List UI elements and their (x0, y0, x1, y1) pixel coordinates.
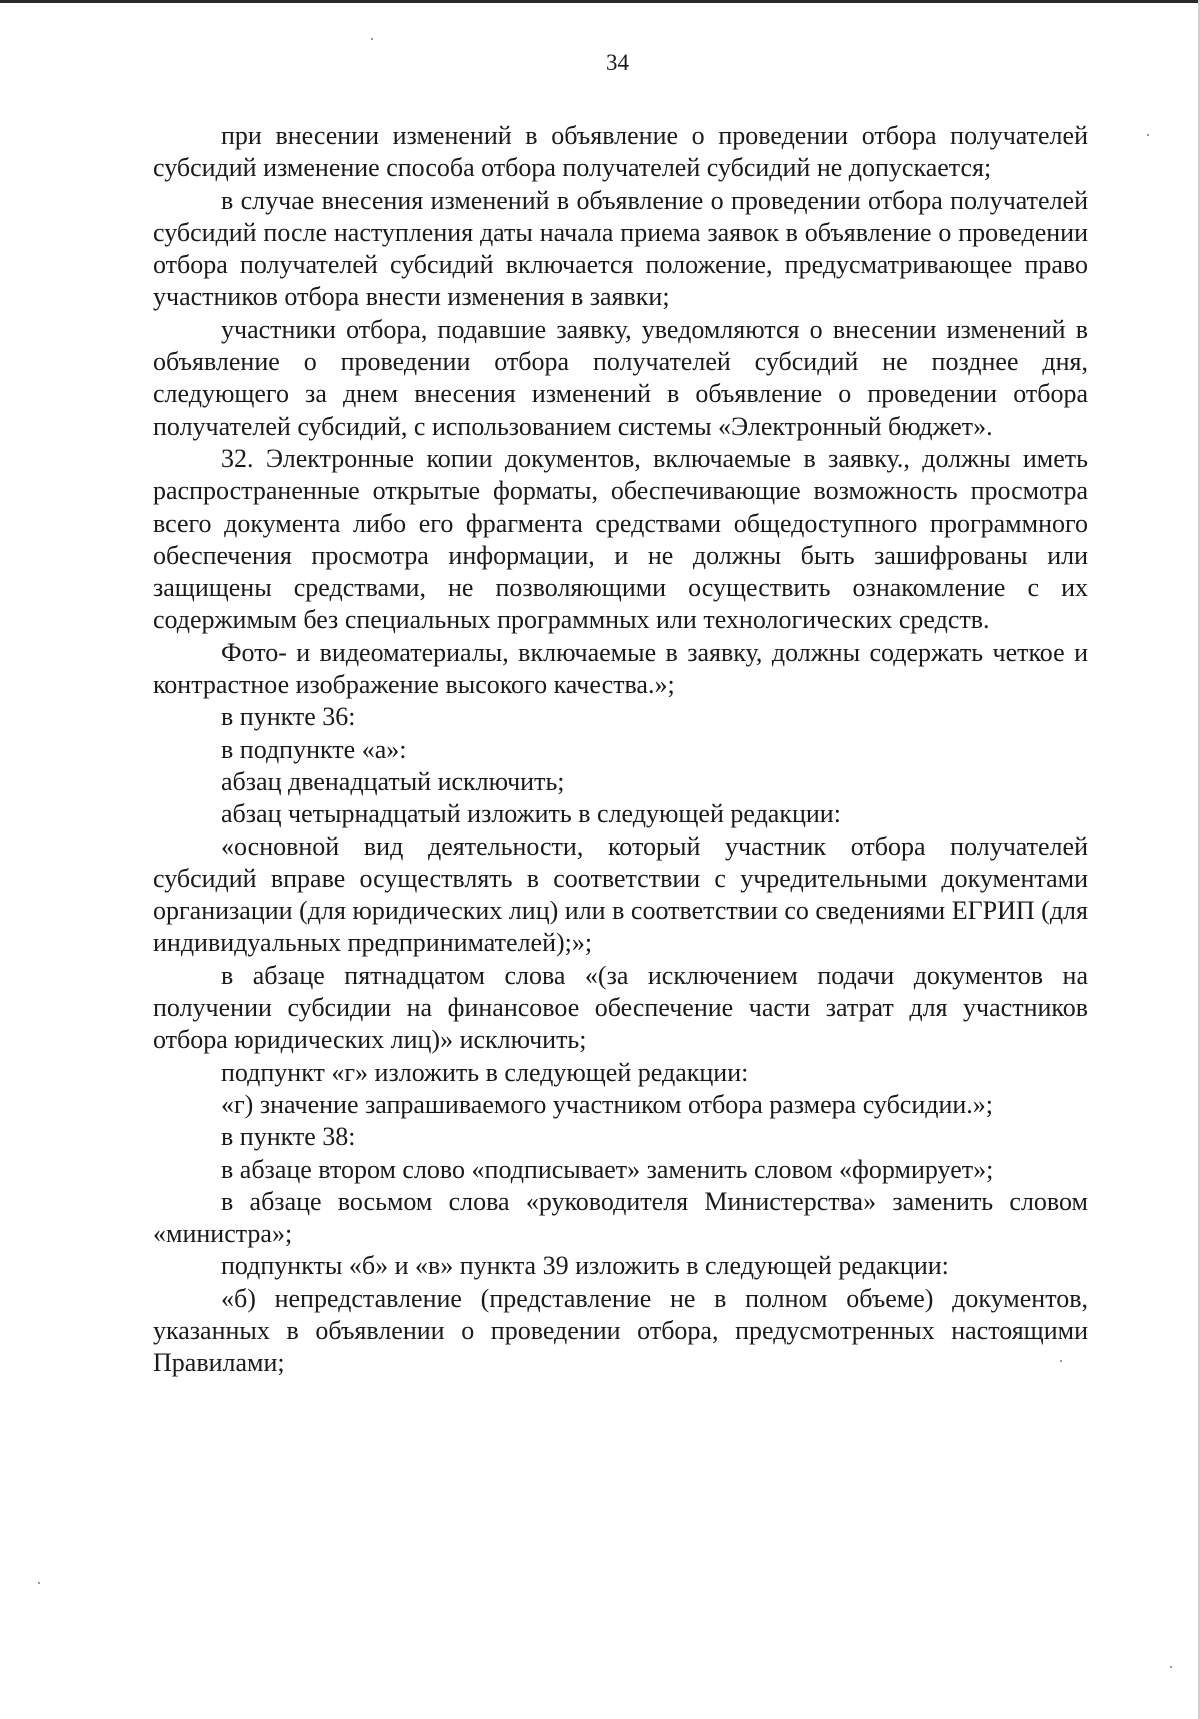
paragraph: в абзаце восьмом слова «руководителя Министерства» заменить словом «министра»; (153, 1186, 1088, 1249)
scan-speck (371, 38, 373, 40)
paragraph: «б) непредставление (представление не в полном объеме) документов, указанных в объявлении о проведении отбора, предусмотренных настоящими Правилами; (153, 1283, 1088, 1378)
paragraph: в абзаце втором слово «подписывает» заменить словом «формирует»; (221, 1154, 994, 1184)
paragraph: «основной вид деятельности, который участник отбора получателей субсидий вправе осуществлять в соответствии с учредительными документами организации (для юридических лиц) или в соответствии со сведениями ЕГРИП (для индивидуальных предпринимателей);»; (153, 831, 1088, 958)
paragraph: 32. Электронные копии документов, включаемые в заявку., должны иметь распространенные открытые форматы, обеспечивающие возможность просмотра всего документа либо его фрагмента средствами общедоступного программного обеспечения просмотра информации, и не должны быть зашифрованы или защищены средствами, не позволяющими осуществить ознакомление с их содержимым без специальных программных или технологических средств. (153, 443, 1088, 635)
paragraph: в пункте 36: (221, 702, 356, 732)
paragraph: в пункте 38: (221, 1122, 356, 1152)
paragraph: при внесении изменений в объявление о проведении отбора получателей субсидий изменение способа отбора получателей субсидий не допускается; (153, 121, 1088, 183)
paragraph: в случае внесения изменений в объявление о проведении отбора получателей субсидий после наступления даты начала приема заявок в объявление о проведении отбора получателей субсидий включается положение, предусматривающее право участников отбора внести изменения в заявки; (153, 185, 1088, 312)
document-body (153, 120, 1088, 1380)
paragraph: подпункты «б» и «в» пункта 39 изложить в следующей редакции: (221, 1251, 949, 1281)
paragraph: абзац четырнадцатый изложить в следующей редакции: (221, 799, 841, 829)
paragraph: Фото- и видеоматериалы, включаемые в заявку, должны содержать четкое и контрастное изображение высокого качества.»; (153, 637, 1088, 700)
scan-speck (1147, 134, 1149, 136)
paragraph: участники отбора, подавшие заявку, уведомляются о внесении изменений в объявление о проведении отбора получателей субсидий не позднее дня, следующего за днем внесения изменений в объявление о проведении отбора получателей субсидий, с использованием системы «Электронный бюджет». (153, 314, 1088, 441)
paragraph: в подпункте «а»: (221, 734, 407, 764)
paragraph: «г) значение запрашиваемого участником отбора размера субсидии.»; (221, 1089, 994, 1119)
paragraph: абзац двенадцатый исключить; (221, 766, 565, 796)
scan-top-edge (0, 0, 1200, 3)
paragraph: подпункт «г» изложить в следующей редакции: (221, 1057, 749, 1087)
page-number: 34 (606, 50, 629, 75)
scan-speck (38, 1582, 40, 1584)
paragraph: в абзаце пятнадцатом слова «(за исключением подачи документов на получении субсидии на финансовое обеспечение части затрат для участников отбора юридических лиц)» исключить; (153, 960, 1088, 1055)
scan-speck (1170, 1666, 1172, 1668)
